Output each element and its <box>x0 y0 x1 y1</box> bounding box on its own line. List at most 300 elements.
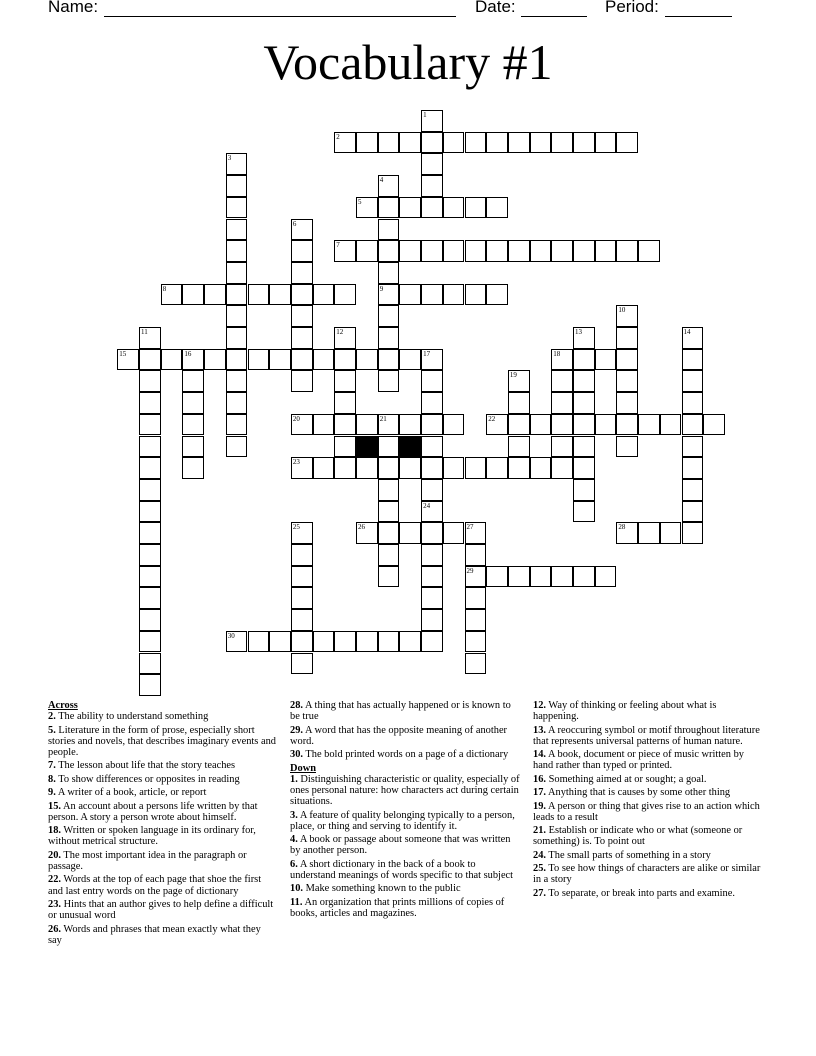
crossword-cell[interactable] <box>465 284 487 306</box>
crossword-cell[interactable] <box>248 631 270 653</box>
clue-item-number: 27. <box>533 887 546 899</box>
crossword-cell[interactable] <box>399 457 421 479</box>
crossword-cell[interactable] <box>703 414 725 436</box>
crossword-cell[interactable] <box>378 370 400 392</box>
crossword-cell[interactable] <box>204 284 226 306</box>
crossword-cell[interactable] <box>421 132 443 154</box>
crossword-cell[interactable] <box>356 414 378 436</box>
crossword-cell[interactable] <box>616 522 638 544</box>
crossword-cell[interactable] <box>399 240 421 262</box>
crossword-cell[interactable] <box>465 587 487 609</box>
crossword-cell[interactable] <box>616 240 638 262</box>
crossword-cell[interactable] <box>508 240 530 262</box>
crossword-cell[interactable] <box>291 262 313 284</box>
crossword-cell[interactable] <box>226 219 248 241</box>
clue-item-text: Words and phrases that mean exactly what they say <box>48 923 261 946</box>
crossword-cell[interactable] <box>486 566 508 588</box>
crossword-cell[interactable] <box>334 392 356 414</box>
crossword-cell[interactable] <box>573 414 595 436</box>
crossword-cell[interactable] <box>182 436 204 458</box>
clue-item-text: The ability to understand something <box>55 711 209 723</box>
crossword-cell[interactable] <box>465 240 487 262</box>
clue-item <box>48 725 276 759</box>
clue-item <box>48 801 276 823</box>
crossword-cell[interactable] <box>291 566 313 588</box>
crossword-cell[interactable] <box>291 653 313 675</box>
crossword-cell[interactable] <box>616 349 638 371</box>
clue-item-text: Something aimed at or sought; a goal. <box>546 773 707 785</box>
clue-item-text: Establish or indicate who or what (someone or something) is. To point out <box>533 825 743 848</box>
crossword-cell[interactable] <box>421 240 443 262</box>
crossword-cell[interactable] <box>139 631 161 653</box>
clue-number: 18 <box>553 349 561 358</box>
crossword-cell[interactable] <box>616 305 638 327</box>
clue-item <box>290 859 522 881</box>
clue-number: 28 <box>618 523 626 532</box>
crossword-cell[interactable] <box>291 414 313 436</box>
crossword-cell[interactable] <box>291 327 313 349</box>
crossword-cell[interactable] <box>682 414 704 436</box>
crossword-cell[interactable] <box>291 305 313 327</box>
crossword-cell[interactable] <box>421 110 443 132</box>
clue-item <box>48 899 276 921</box>
crossword-cell[interactable] <box>334 284 356 306</box>
crossword-cell[interactable] <box>682 457 704 479</box>
crossword-cell[interactable] <box>313 457 335 479</box>
crossword-cell[interactable] <box>421 392 443 414</box>
crossword-cell[interactable] <box>465 522 487 544</box>
crossword-cell[interactable] <box>508 566 530 588</box>
crossword-cell[interactable] <box>573 436 595 458</box>
crossword-cell[interactable] <box>139 522 161 544</box>
crossword-cell[interactable] <box>443 132 465 154</box>
crossword-cell[interactable] <box>530 566 552 588</box>
clue-number: 26 <box>358 523 365 532</box>
crossword-cell[interactable] <box>638 522 660 544</box>
crossword-cell[interactable] <box>291 631 313 653</box>
crossword-cell[interactable] <box>291 522 313 544</box>
clue-item-text: An organization that prints millions of copies of books, articles and magazines. <box>290 896 505 919</box>
clue-number: 13 <box>575 328 582 336</box>
crossword-cell[interactable] <box>334 631 356 653</box>
clue-item-text: Hints that an author gives to help define a difficult or unusual word <box>48 898 274 922</box>
crossword-cell[interactable] <box>378 240 400 262</box>
crossword-cell[interactable] <box>378 349 400 371</box>
crossword-cell[interactable] <box>399 132 421 154</box>
crossword-cell[interactable] <box>682 370 704 392</box>
crossword-cell[interactable] <box>313 349 335 371</box>
crossword-cell[interactable] <box>421 284 443 306</box>
crossword-cell[interactable] <box>443 240 465 262</box>
crossword-cell[interactable] <box>378 305 400 327</box>
crossword-cell[interactable] <box>551 370 573 392</box>
crossword-cell[interactable] <box>378 436 400 458</box>
clue-item-number: 3. <box>290 809 298 821</box>
crossword-cell[interactable] <box>399 349 421 371</box>
period-label: Period: <box>605 0 659 16</box>
crossword-cell[interactable] <box>334 457 356 479</box>
clue-number: 25 <box>292 523 300 532</box>
clue-item <box>533 787 761 798</box>
crossword-cell[interactable] <box>530 240 552 262</box>
crossword-cell[interactable] <box>530 132 552 154</box>
clue-item-number: 16. <box>533 773 546 785</box>
crossword-cell[interactable] <box>421 414 443 436</box>
crossword-cell[interactable] <box>291 457 313 479</box>
clue-item <box>48 825 276 847</box>
clue-item-number: 5. <box>48 724 56 736</box>
crossword-cell[interactable] <box>378 457 400 479</box>
crossword-cell[interactable] <box>616 327 638 349</box>
crossword-cell[interactable] <box>573 457 595 479</box>
crossword-cell[interactable] <box>378 197 400 219</box>
crossword-cell[interactable] <box>226 175 248 197</box>
crossword-cell[interactable] <box>508 370 530 392</box>
crossword-cell[interactable] <box>139 501 161 523</box>
crossword-cell[interactable] <box>161 349 183 371</box>
crossword-cell[interactable] <box>421 175 443 197</box>
date-label: Date: <box>475 0 516 16</box>
crossword-cell[interactable] <box>421 153 443 175</box>
crossword-cell[interactable] <box>334 327 356 349</box>
crossword-cell[interactable] <box>356 522 378 544</box>
clues-column-1 <box>48 700 276 948</box>
clue-item-number: 13. <box>533 724 546 736</box>
crossword-cell[interactable] <box>399 631 421 653</box>
crossword-cell[interactable] <box>443 414 465 436</box>
crossword-cell[interactable] <box>682 392 704 414</box>
crossword-cell[interactable] <box>616 370 638 392</box>
crossword-cell[interactable] <box>226 153 248 175</box>
clue-item-number: 18. <box>48 825 61 837</box>
crossword-cell[interactable] <box>595 414 617 436</box>
crossword-cell[interactable] <box>682 501 704 523</box>
crossword-cell[interactable] <box>486 457 508 479</box>
crossword-cell[interactable] <box>595 240 617 262</box>
crossword-cell[interactable] <box>291 284 313 306</box>
crossword-cell[interactable] <box>616 436 638 458</box>
crossword-cell[interactable] <box>226 305 248 327</box>
crossword-cell[interactable] <box>551 436 573 458</box>
crossword-cell[interactable] <box>486 132 508 154</box>
crossword-cell[interactable] <box>378 132 400 154</box>
crossword-cell[interactable] <box>226 436 248 458</box>
crossword-cell[interactable] <box>616 392 638 414</box>
crossword-cell[interactable] <box>595 132 617 154</box>
crossword-cell[interactable] <box>291 240 313 262</box>
crossword-cell[interactable] <box>421 370 443 392</box>
crossword-cell[interactable] <box>226 631 248 653</box>
crossword-cell[interactable] <box>573 327 595 349</box>
clue-item-number: 14. <box>533 749 546 761</box>
crossword-cell[interactable] <box>356 132 378 154</box>
crossword-cell[interactable] <box>356 349 378 371</box>
clue-item <box>290 725 522 747</box>
crossword-cell[interactable] <box>421 566 443 588</box>
crossword-cell[interactable] <box>465 631 487 653</box>
clue-section-heading: Across <box>48 700 78 711</box>
crossword-cell[interactable] <box>334 132 356 154</box>
crossword-cell[interactable] <box>421 544 443 566</box>
crossword-cell[interactable] <box>378 631 400 653</box>
crossword-cell[interactable] <box>682 327 704 349</box>
crossword-cell[interactable] <box>682 436 704 458</box>
crossword-cell[interactable] <box>182 457 204 479</box>
crossword-cell[interactable] <box>139 587 161 609</box>
crossword-cell[interactable] <box>334 349 356 371</box>
crossword-cell[interactable] <box>638 240 660 262</box>
clue-item-text: A thing that has actually happened or is known to be true <box>290 700 511 723</box>
crossword-cell[interactable] <box>226 284 248 306</box>
crossword-cell[interactable] <box>465 544 487 566</box>
clue-number: 19 <box>509 371 517 380</box>
crossword-cell[interactable] <box>660 414 682 436</box>
crossword-cell[interactable] <box>443 522 465 544</box>
crossword-cell[interactable] <box>334 414 356 436</box>
clue-item-number: 24. <box>533 849 546 861</box>
crossword-cell[interactable] <box>182 370 204 392</box>
crossword-cell[interactable] <box>573 370 595 392</box>
crossword-cell[interactable] <box>573 349 595 371</box>
crossword-cell[interactable] <box>508 457 530 479</box>
crossword-cell[interactable] <box>139 479 161 501</box>
crossword-cell[interactable] <box>486 284 508 306</box>
crossword-cell[interactable] <box>334 240 356 262</box>
clue-number: 6 <box>292 219 297 228</box>
crossword-cell[interactable] <box>139 370 161 392</box>
crossword-cell[interactable] <box>182 414 204 436</box>
crossword-cell[interactable] <box>616 132 638 154</box>
crossword-cell[interactable] <box>399 414 421 436</box>
crossword-cell[interactable] <box>421 522 443 544</box>
clue-item <box>48 874 276 896</box>
crossword-cell[interactable] <box>421 609 443 631</box>
crossword-cell[interactable] <box>378 219 400 241</box>
crossword-cell[interactable] <box>356 197 378 219</box>
crossword-cell[interactable] <box>421 349 443 371</box>
crossword-cell[interactable] <box>378 175 400 197</box>
crossword-cell[interactable] <box>595 566 617 588</box>
crossword-cell[interactable] <box>421 197 443 219</box>
clue-item-number: 8. <box>48 773 56 785</box>
crossword-cell[interactable] <box>508 132 530 154</box>
page-title: Vocabulary #1 <box>263 34 553 90</box>
crossword-cell[interactable] <box>226 240 248 262</box>
crossword-cell[interactable] <box>573 392 595 414</box>
clue-item-text: A writer of a book, article, or report <box>55 787 207 799</box>
crossword-cell[interactable] <box>551 566 573 588</box>
crossword-cell[interactable] <box>139 414 161 436</box>
crossword-cell[interactable] <box>139 609 161 631</box>
crossword-cell[interactable] <box>573 479 595 501</box>
clue-item-number: 1. <box>290 773 298 785</box>
crossword-cell[interactable] <box>378 414 400 436</box>
crossword-cell[interactable] <box>616 414 638 436</box>
clue-number: 4 <box>379 176 384 185</box>
clue-number: 17 <box>423 349 431 358</box>
clue-number: 10 <box>618 306 626 315</box>
crossword-cell[interactable] <box>421 436 443 458</box>
crossword-cell[interactable] <box>182 284 204 306</box>
clue-item-text: A feature of quality belonging typically to a person, place, or thing and serving to identify it. <box>290 809 515 832</box>
crossword-cell[interactable] <box>378 522 400 544</box>
clue-item-text: The most important idea in the paragraph or passage. <box>48 849 247 872</box>
crossword-cell[interactable] <box>313 414 335 436</box>
crossword-cell[interactable] <box>248 284 270 306</box>
crossword-cell[interactable] <box>465 609 487 631</box>
crossword-cell[interactable] <box>551 414 573 436</box>
crossword-cell[interactable] <box>530 414 552 436</box>
crossword-cell[interactable] <box>356 240 378 262</box>
crossword-cell[interactable] <box>139 392 161 414</box>
crossword-cell[interactable] <box>682 479 704 501</box>
crossword-cell[interactable] <box>269 349 291 371</box>
clue-number: 21 <box>379 414 387 423</box>
crossword-cell[interactable] <box>486 240 508 262</box>
crossword-cell[interactable] <box>486 414 508 436</box>
clue-item-text: To see how things of characters are alike or similar in a story <box>533 863 761 886</box>
crossword-cell[interactable] <box>182 349 204 371</box>
crossword-cell[interactable] <box>117 349 139 371</box>
crossword-cell[interactable] <box>399 284 421 306</box>
crossword-cell[interactable] <box>443 457 465 479</box>
crossword-cell[interactable] <box>182 392 204 414</box>
crossword-cell[interactable] <box>595 349 617 371</box>
crossword-cell[interactable] <box>682 522 704 544</box>
crossword-cell[interactable] <box>356 631 378 653</box>
crossword-cell[interactable] <box>378 566 400 588</box>
crossword-cell[interactable] <box>573 240 595 262</box>
crossword-cell[interactable] <box>139 566 161 588</box>
clue-item-number: 9. <box>48 787 56 799</box>
clue-item-text: To show differences or opposites in reading <box>55 773 240 785</box>
crossword-cell[interactable] <box>443 197 465 219</box>
crossword-cell[interactable] <box>291 219 313 241</box>
crossword-cell[interactable] <box>226 414 248 436</box>
crossword-cell[interactable] <box>356 457 378 479</box>
clue-item <box>290 810 522 832</box>
clue-item <box>533 888 761 899</box>
crossword-cell[interactable] <box>378 544 400 566</box>
crossword-cell[interactable] <box>421 501 443 523</box>
crossword-cell[interactable] <box>573 501 595 523</box>
crossword-cell[interactable] <box>139 653 161 675</box>
clue-item-text: The bold printed words on a page of a dictionary <box>303 749 509 761</box>
crossword-cell[interactable] <box>573 132 595 154</box>
crossword-cell[interactable] <box>334 370 356 392</box>
crossword-cell[interactable] <box>226 327 248 349</box>
crossword-cell[interactable] <box>291 609 313 631</box>
crossword-cell[interactable] <box>508 436 530 458</box>
crossword-cell[interactable] <box>551 349 573 371</box>
crossword-cell[interactable] <box>204 349 226 371</box>
crossword-cell[interactable] <box>378 284 400 306</box>
crossword-cell[interactable] <box>139 327 161 349</box>
crossword-cell[interactable] <box>551 392 573 414</box>
crossword-cell[interactable] <box>139 349 161 371</box>
crossword-cell[interactable] <box>139 674 161 696</box>
crossword-cell[interactable] <box>139 457 161 479</box>
crossword-cell[interactable] <box>313 284 335 306</box>
crossword-cell[interactable] <box>682 349 704 371</box>
clue-item-text: A book, document or piece of music written by hand rather than typed or printed. <box>533 749 744 772</box>
crossword-cell[interactable] <box>421 457 443 479</box>
clue-item <box>533 825 761 847</box>
crossword-cell[interactable] <box>291 587 313 609</box>
crossword-cell[interactable] <box>660 522 682 544</box>
crossword-cell[interactable] <box>421 631 443 653</box>
crossword-cell[interactable] <box>226 349 248 371</box>
clue-item-number: 4. <box>290 834 298 846</box>
clue-item <box>533 801 761 823</box>
crossword-cell[interactable] <box>248 349 270 371</box>
crossword-cell[interactable] <box>161 284 183 306</box>
crossword-cell[interactable] <box>378 262 400 284</box>
crossword-cell[interactable] <box>465 132 487 154</box>
clue-number: 24 <box>423 501 431 510</box>
clue-item <box>290 700 522 722</box>
clue-number: 27 <box>466 523 474 532</box>
crossword-cell[interactable] <box>465 566 487 588</box>
clue-item-number: 25. <box>533 863 546 875</box>
crossword-cell[interactable] <box>139 436 161 458</box>
clue-item-number: 29. <box>290 724 303 736</box>
clue-item-text: An account about a persons life written by that person. A story a person wrote about himself. <box>48 800 258 823</box>
crossword-cell[interactable] <box>378 479 400 501</box>
crossword-cell[interactable] <box>399 197 421 219</box>
crossword-cell[interactable] <box>530 457 552 479</box>
clue-number: 30 <box>227 631 235 640</box>
crossword-cell[interactable] <box>313 631 335 653</box>
crossword-cell[interactable] <box>269 284 291 306</box>
crossword-cell[interactable] <box>465 653 487 675</box>
crossword-cell[interactable] <box>508 392 530 414</box>
clue-item <box>533 700 761 722</box>
crossword-cell[interactable] <box>226 262 248 284</box>
clue-item-number: 28. <box>290 700 303 711</box>
crossword-cell[interactable] <box>399 522 421 544</box>
crossword-cell[interactable] <box>139 544 161 566</box>
clue-item-text: The lesson about life that the story teaches <box>55 760 236 772</box>
crossword-cell[interactable] <box>465 197 487 219</box>
clue-item <box>290 774 522 808</box>
crossword-cell[interactable] <box>508 414 530 436</box>
crossword-cell[interactable] <box>291 370 313 392</box>
crossword-cell[interactable] <box>638 414 660 436</box>
crossword-cell[interactable] <box>226 197 248 219</box>
crossword-cell[interactable] <box>486 197 508 219</box>
crossword-cell[interactable] <box>291 544 313 566</box>
clue-number: 12 <box>336 328 344 336</box>
clue-item-number: 19. <box>533 800 546 812</box>
crossword-cell[interactable] <box>465 457 487 479</box>
crossword-cell[interactable] <box>334 436 356 458</box>
crossword-cell[interactable] <box>551 240 573 262</box>
crossword-cell[interactable] <box>378 327 400 349</box>
crossword-cell[interactable] <box>421 587 443 609</box>
crossword-cell[interactable] <box>421 479 443 501</box>
crossword-cell[interactable] <box>443 284 465 306</box>
crossword-cell[interactable] <box>269 631 291 653</box>
crossword-cell[interactable] <box>226 392 248 414</box>
crossword-cell[interactable] <box>226 370 248 392</box>
crossword-cell[interactable] <box>378 501 400 523</box>
crossword-cell[interactable] <box>551 457 573 479</box>
crossword-cell[interactable] <box>551 132 573 154</box>
crossword-cell[interactable] <box>291 349 313 371</box>
crossword-cell[interactable] <box>573 566 595 588</box>
clue-item <box>533 774 761 785</box>
